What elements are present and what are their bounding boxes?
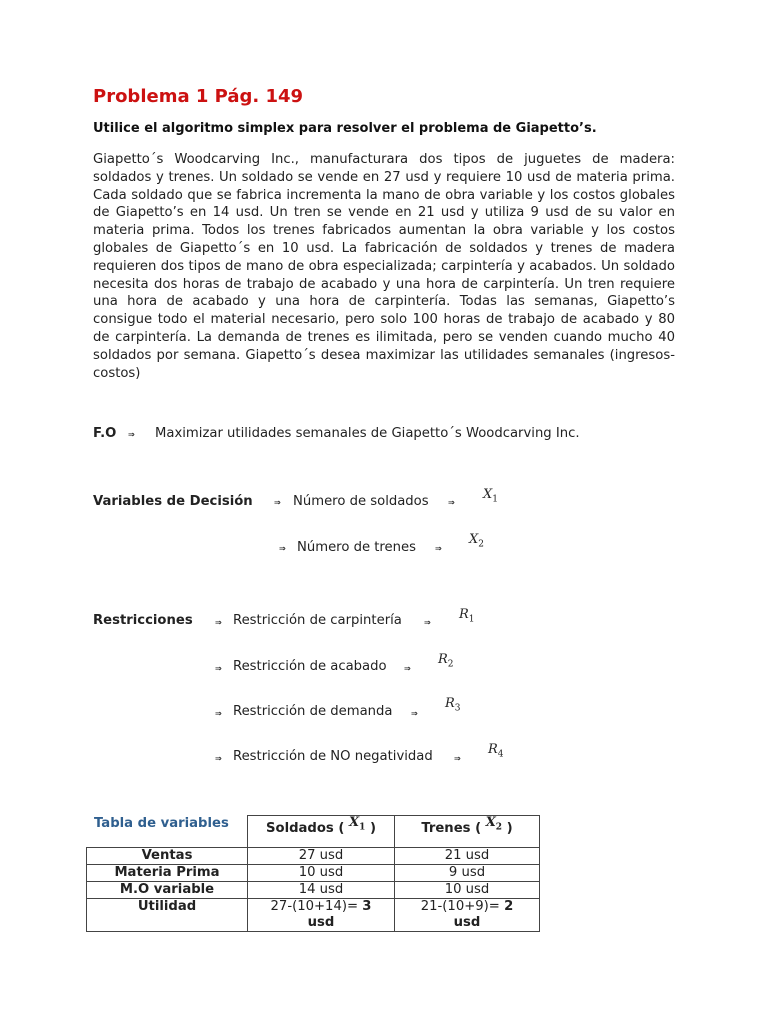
table-row (87, 865, 540, 882)
restriction-text: Restricción de NO negatividad (233, 749, 433, 764)
utility-formula: 27-(10+14)= (270, 899, 359, 914)
cell-soldados: 10 usd (248, 865, 395, 882)
implies-arrow-icon: ⇒ (279, 544, 285, 553)
variables-label: Variables de Decisión (93, 494, 253, 509)
table-header-soldados (248, 816, 395, 848)
variable-text: Número de soldados (293, 494, 429, 509)
implies-arrow-icon: ⇒ (215, 618, 221, 627)
implies-arrow-icon: ⇒ (215, 754, 221, 763)
fo-text: Maximizar utilidades semanales de Giapetto´s Woodcarving Inc. (155, 426, 580, 441)
implies-arrow-icon: ⇒ (215, 709, 221, 718)
cell-soldados: 14 usd (248, 882, 395, 899)
cell-soldados: 27 usd (248, 848, 395, 865)
table-row (87, 848, 540, 865)
implies-arrow-icon: ⇒ (435, 544, 441, 553)
table-caption: Tabla de variables (94, 816, 229, 831)
implies-arrow-icon: ⇒ (128, 430, 134, 439)
variable-symbol: $X_1$ (483, 487, 498, 505)
cell-trenes (395, 899, 540, 932)
objective-function-row (93, 426, 116, 441)
row-label: Ventas (87, 848, 248, 865)
problem-statement-heading: Utilice el algoritmo simplex para resolver el problema de Giapetto’s. (93, 121, 597, 136)
table-row (87, 882, 540, 899)
table-row (87, 899, 540, 932)
cell-trenes: 10 usd (395, 882, 540, 899)
problem-description: Giapetto´s Woodcarving Inc., manufacturara dos tipos de juguetes de madera: soldados y trenes. Un soldado se vende en 27 usd y requiere 10 usd de materia prima. Cada soldado que se fabrica incrementa la mano de obra variable y los costos globales de Giapetto’s en 14 usd. Un tren se vende en 21 usd y utiliza 9 usd de su valor en materia prima. Todos los trenes fabricados aumentan la obra variable y los costos globales de Giapetto´s en 10 usd. La fabricación de soldados y trenes de madera requieren dos tipos de mano de obra especializada; carpintería y acabados. Un soldado necesita dos horas de trabajo de acabado y una hora de carpintería. Un tren requiere una hora de acabado y una hora de carpintería. Todas las semanas, Giapetto’s consigue todo el material necesario, pero solo 100 horas de trabajo de acabado y 80 de carpintería. La demanda de trenes es ilimitada, pero se venden cuando mucho 40 soldados por semana. Giapetto´s desea maximizar las utilidades semanales (ingresos-costos) (93, 152, 675, 381)
variable-text: Número de trenes (297, 540, 417, 555)
utility-value: 2 (504, 899, 514, 914)
restriction-symbol: $R_1$ (459, 607, 475, 625)
restriction-text: Restricción de acabado (233, 659, 387, 674)
header-close: ) (506, 821, 513, 837)
implies-arrow-icon: ⇒ (274, 498, 280, 507)
utility-value: 3 (362, 899, 372, 914)
implies-arrow-icon: ⇒ (215, 664, 221, 673)
restriction-text: Restricción de demanda (233, 704, 393, 719)
utility-unit: usd (307, 915, 335, 930)
header-symbol: $X_2$ (485, 815, 503, 833)
header-label: Trenes ( (421, 821, 482, 837)
row-label: Materia Prima (87, 865, 248, 882)
restriction-text: Restricción de carpintería (233, 613, 402, 628)
implies-arrow-icon: ⇒ (404, 664, 410, 673)
implies-arrow-icon: ⇒ (448, 498, 454, 507)
cell-trenes: 21 usd (395, 848, 540, 865)
utility-unit: usd (453, 915, 481, 930)
variable-symbol: $X_2$ (469, 532, 484, 550)
row-label: M.O variable (87, 882, 248, 899)
table-header-trenes (395, 816, 540, 848)
implies-arrow-icon: ⇒ (424, 618, 430, 627)
table-header-blank (87, 816, 248, 848)
implies-arrow-icon: ⇒ (454, 754, 460, 763)
table-header-row (87, 816, 540, 848)
row-label: Utilidad (87, 899, 248, 932)
restriction-symbol: $R_4$ (488, 742, 504, 760)
cell-trenes: 9 usd (395, 865, 540, 882)
utility-formula: 21-(10+9)= (420, 899, 500, 914)
restriction-symbol: $R_2$ (438, 652, 454, 670)
fo-label: F.O (93, 426, 117, 441)
header-close: ) (369, 821, 376, 837)
restrictions-label: Restricciones (93, 613, 193, 628)
header-symbol: $X_1$ (349, 815, 366, 833)
restriction-symbol: $R_3$ (445, 696, 461, 714)
header-label: Soldados ( (266, 821, 345, 837)
cell-soldados (248, 899, 395, 932)
implies-arrow-icon: ⇒ (411, 709, 417, 718)
page-title: Problema 1 Pág. 149 (93, 86, 304, 107)
variables-table (86, 815, 540, 932)
